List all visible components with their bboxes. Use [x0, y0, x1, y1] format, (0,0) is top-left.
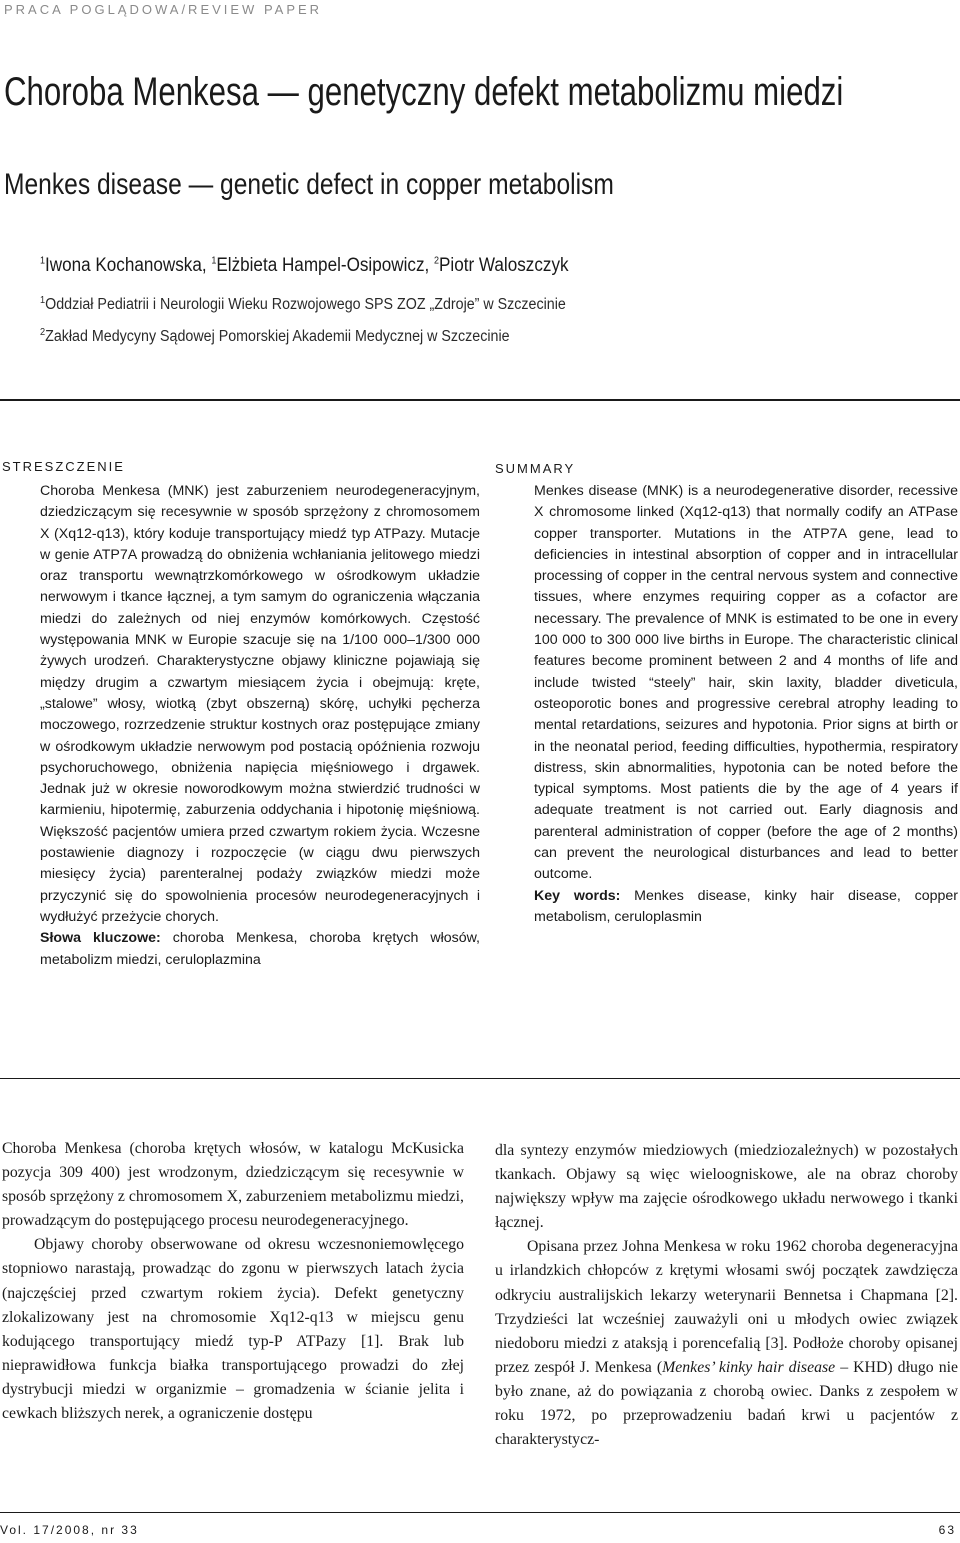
author-name: Elżbieta Hampel-Osipowicz,: [216, 255, 435, 276]
body-column-right: [495, 1139, 958, 1452]
body-text: – KHD) długo nie było znane, aż do powiązania z chorobą owiec. Danks z zespołem w roku 1972, po przeprowadzeniu badań krwi u pacjentów z charakterystycz-: [495, 1358, 958, 1449]
affiliation-text: Zakład Medycyny Sądowej Pomorskiej Akademii Medycznej w Szczecinie: [45, 328, 510, 345]
abstract-polish-text: Choroba Menkesa (MNK) jest zaburzeniem neurodegeneracyjnym, dziedziczącym się recesywnie w sposób sprzężony z chromosomem X (Xq12-q13), który koduje transportujący miedź typ ATPazy. Mutacje w genie ATP7A prowadzą do obniżenia wchłaniania jelitowego miedzi oraz transportu wewnątrzkomórkowego w ośrodkowym układzie nerwowym i tkance łącznej, a tym samym do ograniczenia włączania miedzi do zależnych od niej enzymów komórkowych. Częstość występowania MNK w Europie szacuje się na 1/100 000–1/300 000 żywych urodzeń. Charakterystyczne objawy kliniczne pojawiają się między drugim a czwartym miesiącem życia i obejmują: kręte, „stalowe” włosy, wiotką (zbyt obszerną) skórę, uchyłki pęcherza moczowego, rozrzedzenie struktur kostnych oraz postępujące zmiany w ośrodkowym układzie nerwowym pod postacią opóźnienia rozwoju psychoruchowego, obniżenia napięcia mięśniowego i drgawek. Jednak już w okresie noworodkowym można stwierdzić trudności w karmieniu, hipotermię, zaburzenia oddychania i hipotonię mięśniową. Większość pacjentów umiera przed czwartym rokiem życia. Wczesne postawienie diagnozy i rozpoczęcie (w ciągu dwu pierwszych miesięcy życia) parenteralnej podaży związków miedzi może przyczynić się do spowolnienia procesów neurodegeneracyjnych i wydłużyć przeżycie chorych.: [40, 483, 480, 925]
body-paragraph: dla syntezy enzymów miedziowych (miedziozależnych) w pozostałych tkankach. Objawy są więc wieloogniskowe, ale na obraz choroby największy wpływ ma zajęcie ośrodkowego układu nerwowego i tkanki łącznej.: [495, 1142, 958, 1232]
author-name: Iwona Kochanowska,: [45, 255, 212, 276]
body-italic-text: Menkes’ kinky hair disease: [662, 1358, 836, 1376]
keywords-text: choroba Menkesa, choroba krętych włosów, metabolizm miedzi, ceruloplazmina: [40, 930, 480, 968]
streszczenie-heading: STRESZCZENIE: [2, 459, 125, 474]
body-text: Opisana przez Johna Menkesa w roku 1962 choroba degeneracyjna u irlandzkich chłopców z krętymi włosami swój początek zawdzięcza odkryciu australijskich lekarzy weterynarii Bennetsa i Chapmana [2]. Trzydzieści lat wcześniej zauważyli oni u młodych owiec związek niedoboru miedzi z ataksją i porencefalią [3]. Podłoże choroby opisanej przez zespół J. Menkesa (: [495, 1238, 958, 1376]
abstract-english-text: Menkes disease (MNK) is a neurodegenerative disorder, recessive X chromosome linked (Xq12-q13) that normally codify an ATPase copper transporter. Mutations in the ATP7A gene, lead to deficiencies in intestinal absorption of copper and in intracellular processing of copper in the central nervous system and connective tissues, where enzymes requiring copper as a cofactor are necessary. The prevalence of MNK is estimated to be one in every 100 000 to 300 000 live births in Europe. The characteristic clinical features become prominent between 2 and 4 months of life and include twisted “steely” hair, skin laxity, bladder diveticula, osteoporotic bones and progressive cerebral atrophy leading to mental retardations, seizures and hypotonia. Prior signs at birth or in the neonatal period, feeding difficulties, hypothermia, respiratory distress, skin abnormalities, hypotonia can be noted before the typical symptoms. Most patients die by the age of 4 years if adequate treatment is not carried out. Early diagnosis and parenteral administration of copper (before the age of 2 months) can prevent the neurological disturbances and lead to better outcome.: [534, 483, 958, 883]
title-polish: Choroba Menkesa — genetyczny defekt metabolizmu miedzi: [4, 70, 844, 114]
keywords-label: Słowa kluczowe:: [40, 930, 161, 947]
divider-middle: [0, 1078, 960, 1079]
abstract-polish: [40, 481, 480, 971]
authors-line: [40, 253, 569, 279]
affiliation-mark: 1: [40, 294, 46, 306]
author-affil-mark: 1: [211, 255, 217, 267]
divider-footer: [0, 1512, 960, 1513]
body-paragraph: Objawy choroby obserwowane od okresu wczesnoniemowlęcego stopniowo narastają, prowadząc do zgonu w pierwszych latach życia (najczęściej przed czwartym rokiem życia). Defekt genetyczny zlokalizowany jest na chromosomie Xq12-q13 w miejscu genu kodującego transportujący miedź typ-P ATPazy [1]. Brak lub nieprawidłowa funkcja białka transportującego prowadzi do złej dystrybucji miedzi w organizmie – gromadzenia w ścianie jelita i cewkach bliższych nerek, a ograniczenie dostępu: [2, 1236, 464, 1423]
journal-volume: Vol. 17/2008, nr 33: [0, 1523, 139, 1537]
affiliation-text: Oddział Pediatrii i Neurologii Wieku Rozwojowego SPS ZOZ „Zdroje” w Szczecinie: [45, 296, 566, 313]
keywords-label: Key words:: [534, 887, 621, 904]
body-column-left: [2, 1137, 464, 1426]
article-type-tag: PRACA POGLĄDOWA/REVIEW PAPER: [4, 2, 323, 17]
author-affil-mark: 1: [40, 255, 46, 267]
abstract-english: [534, 481, 958, 928]
summary-heading: SUMMARY: [495, 461, 576, 476]
keywords-english: [534, 886, 958, 929]
keywords-polish: [40, 928, 480, 971]
affiliation-1: [40, 294, 566, 316]
affiliation-mark: 2: [40, 326, 46, 338]
page-number: 63: [938, 1523, 956, 1537]
divider-top: [0, 399, 960, 401]
body-paragraph: Choroba Menkesa (choroba krętych włosów, w katalogu McKusicka pozycja 309 400) jest wrodzonym, dziedziczącym się recesywnie w sposób sprzężony z chromosomem X, zaburzeniem metabolizmu miedzi, prowadzącym do postępującego procesu neurodegeneracyjnego.: [2, 1140, 464, 1230]
author-name: Piotr Waloszczyk: [439, 255, 569, 276]
title-english: Menkes disease — genetic defect in copper metabolism: [4, 168, 614, 201]
keywords-text: Menkes disease, kinky hair disease, copper metabolism, ceruloplasmin: [534, 887, 958, 925]
body-paragraph: [495, 1235, 958, 1452]
affiliation-2: [40, 326, 510, 348]
author-affil-mark: 2: [434, 255, 440, 267]
